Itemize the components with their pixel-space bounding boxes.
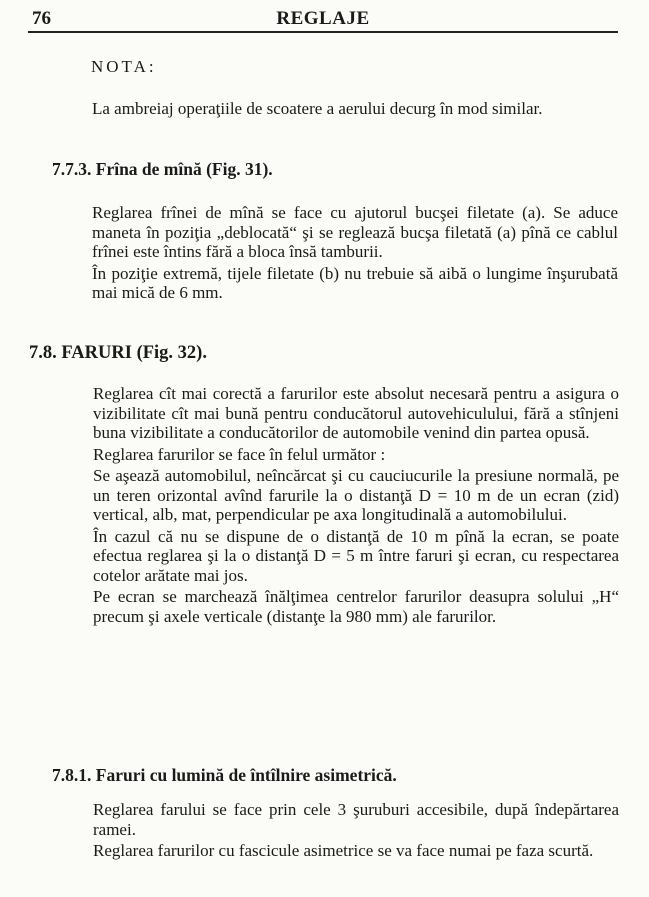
running-title: REGLAJE: [276, 8, 370, 29]
section-body-7-8: [93, 384, 619, 628]
section-body-7-8-1: [93, 800, 619, 863]
paragraph: Reglarea farului se face prin cele 3 şuruburi accesibile, după îndepărtarea ramei.: [93, 800, 619, 839]
section-heading-7-8: 7.8. FARURI (Fig. 32).: [29, 343, 207, 363]
page-number: 76: [32, 8, 51, 29]
page-header: [28, 6, 618, 32]
paragraph: Pe ecran se marchează înălţimea centrelor farurilor deasupra solului „H“ precum şi axele verticale (distanţe la 980 mm) ale farurilor.: [93, 587, 619, 626]
paragraph: Reglarea farurilor se face în felul următor :: [93, 444, 386, 464]
paragraph: Se aşează automobilul, neîncărcat şi cu cauciucurile la presiune normală, pe un teren orizontal avînd farurile la o distanţă D = 10 m de un ecran (zid) vertical, alb, mat, perpendicular pe axa longitudinală a automobilului.: [93, 466, 619, 524]
note-text: La ambreiaj operaţiile de scoatere a aerului decurg în mod similar.: [92, 99, 543, 118]
section-heading-7-7-3: 7.7.3. Frîna de mînă (Fig. 31).: [52, 159, 273, 179]
section-heading-7-8-1: 7.8.1. Faruri cu lumină de întîlnire asimetrică.: [52, 765, 397, 785]
paragraph: Reglarea farurilor cu fascicule asimetrice se va face numai pe faza scurtă.: [93, 841, 594, 860]
paragraph: Reglarea frînei de mînă se face cu ajutorul bucşei filetate (a). Se aduce maneta în poziţia „deblocată“ şi se reglează bucşa filetată (a) pînă ce cablul frînei este întins fără a bloca însă tamburii.: [92, 203, 618, 261]
header-rule: [28, 31, 618, 33]
paragraph: Reglarea cît mai corectă a farurilor este absolut necesară pentru a asigura o vizibilitate cît mai bună pentru conducătorul autovehiculului, fără a stînjeni buna vizibilitate a conducătorilor de automobile venind din partea opusă.: [93, 384, 619, 442]
paragraph: În cazul că nu se dispune de o distanţă de 10 m pînă la ecran, se poate efectua reglarea şi la o distanţă D = 5 m între faruri şi ecran, cu respectarea cotelor arătate mai jos.: [93, 526, 619, 585]
section-body-7-7-3: [92, 203, 618, 305]
paragraph: În poziţie extremă, tijele filetate (b) nu trebuie să aibă o lungime înşurubată mai mică de 6 mm.: [92, 263, 618, 302]
note-label: NOTA:: [91, 57, 157, 76]
